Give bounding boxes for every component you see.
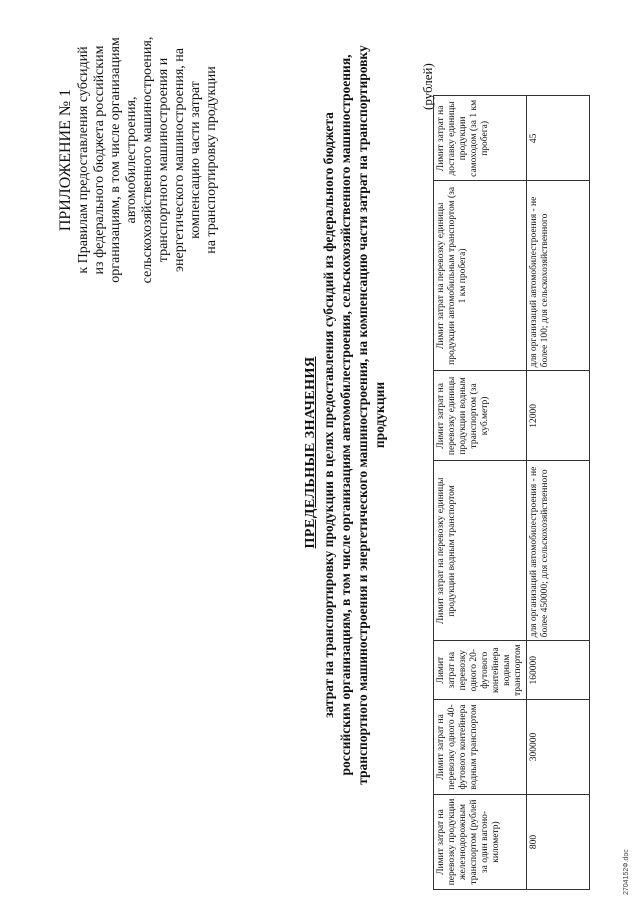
header-road-unit: Лимит затрат на перевозку единицы продукции автомобильным транспортом (за 1 км пробега) [434, 181, 527, 371]
limits-table [433, 95, 590, 890]
appendix-line: на транспортировку продукции [204, 66, 219, 254]
unit-label: (рублей) [420, 63, 435, 110]
appendix-block [58, 15, 220, 305]
cell-water-cubic: 12000 [527, 371, 590, 461]
cell-self-propelled: 45 [527, 96, 590, 181]
header-40ft-container: Лимит затрат на перевозку одного 40-футового контейнера водным транспортом [434, 700, 527, 795]
header-self-propelled: Лимит затрат на доставку единицы продукции самоходом (за 1 км пробега) [434, 96, 527, 181]
header-water-unit: Лимит затрат на перевозку единицы продукции водным транспортом [434, 461, 527, 641]
header-water-cubic: Лимит затрат на перевозку единицы продукции водным транспортом (за куб.метр) [434, 371, 527, 461]
header-rail: Лимит затрат на перевозку продукции железнодорожным транспортом (рублей за один вагоно-километр) [434, 795, 527, 890]
cell-rail: 800 [527, 795, 590, 890]
subtitle-line: транспортного машиностроения и энергетического машиностроения, на компенсацию части затрат на транспортировку [355, 45, 370, 785]
appendix-line: компенсацию части затрат [188, 81, 203, 239]
appendix-line: автомобилестроения, [124, 96, 139, 224]
cell-road-unit: для организаций автомобилестроения - не более 100; для сельскохозяйственного [527, 181, 590, 371]
table-header-row [434, 96, 527, 890]
cell-water-unit: для организаций автомобилестроения - не более 450000; для сельскохозяйственного [527, 461, 590, 641]
appendix-number: ПРИЛОЖЕНИЕ № 1 [57, 88, 74, 232]
document-subtitle [320, 15, 388, 815]
subtitle-line: российским организациям, в том числе организациям автомобилестроения, сельскохозяйственного машиностроения, [338, 54, 353, 776]
subtitle-line: затрат на транспортировку продукции в целях предоставления субсидий из федерального бюджета [321, 112, 336, 718]
appendix-line: организациям, в том числе организациям [108, 37, 123, 283]
cell-20ft-container: 160000 [527, 641, 590, 700]
appendix-line: энергетического машиностроения, на [172, 48, 187, 273]
document-title: ПРЕДЕЛЬНЫЕ ЗНАЧЕНИЯ [303, 356, 318, 549]
subtitle-line: продукции [372, 381, 387, 449]
header-20ft-container: Лимит затрат на перевозку одного 20-футового контейнера водным транспортом [434, 641, 527, 700]
table-row [527, 96, 590, 890]
appendix-line: сельскохозяйственного машиностроения, [140, 36, 155, 284]
appendix-line: к Правилам предоставления субсидий [76, 46, 91, 274]
cell-40ft-container: 300000 [527, 700, 590, 795]
appendix-line: из федерального бюджета российским [92, 45, 107, 275]
appendix-line: транспортного машиностроения и [156, 57, 171, 263]
file-name-footer: 2704152Ф.doc [623, 849, 630, 895]
